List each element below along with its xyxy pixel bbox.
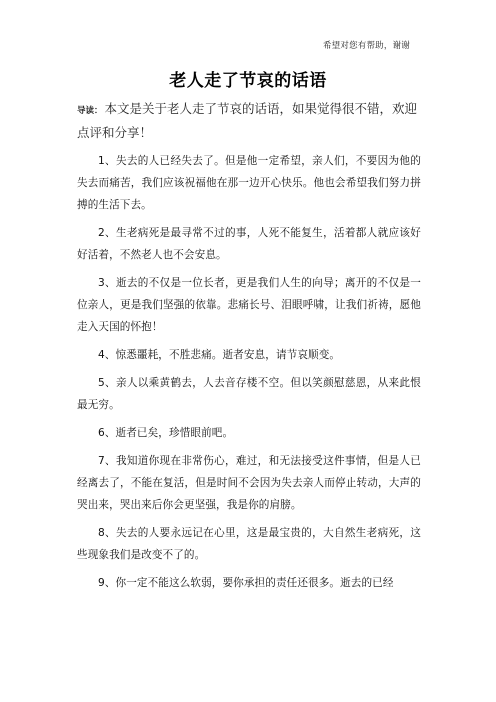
paragraph-8: 8、失去的人要永远记在心里，这是最宝贵的，大自然生老病死，这些现象我们是改变不了的。: [77, 527, 421, 561]
paragraph-2: 2、生老病死是最寻常不过的事，人死不能复生，活着都人就应该好好活着，不然老人也不会安息。: [77, 227, 421, 261]
paragraph-5: 5、亲人以乘黄鹤去，人去音存楼不空。但以笑颜慰慈恩，从来此恨最无穷。: [77, 377, 421, 411]
paragraph-4: 4、惊悉噩耗，不胜悲痛。逝者安息，请节哀顺变。: [98, 349, 341, 361]
intro-label: 导读：: [77, 106, 103, 116]
paragraph-7: 7、我知道你现在非常伤心，难过，和无法接受这件事情，但是人已经离去了，不能在复活，但是时间不会因为失去亲人而停止转动，大声的哭出来，哭出来后你会更坚强，我是你的肩膀。: [77, 455, 421, 511]
document-body: [77, 150, 421, 600]
paragraph-1: 1、失去的人已经失去了。但是他一定希望，亲人们，不要因为他的失去而痛苦，我们应该祝福他在那一边开心快乐。他也会希望我们努力拼搏的生活下去。: [77, 155, 421, 211]
paragraph-6: 6、逝者已矣，珍惜眼前吧。: [98, 427, 234, 439]
paragraph-3: 3、逝去的不仅是一位长者，更是我们人生的向导；离开的不仅是一位亲人，更是我们坚强的依靠。悲痛长号、泪眼呼啸，让我们祈祷，愿他走入天国的怀抱！: [77, 277, 421, 333]
intro-block: [77, 98, 421, 144]
header-note: 希望对您有帮助，谢谢: [322, 41, 410, 51]
document-title: 老人走了节哀的话语: [169, 71, 327, 91]
intro-text: 本文是关于老人走了节哀的话语，如果觉得很不错，欢迎点评和分享！: [77, 101, 418, 140]
paragraph-9: 9、你一定不能这么软弱，要你承担的责任还很多。逝去的已经: [98, 577, 394, 589]
